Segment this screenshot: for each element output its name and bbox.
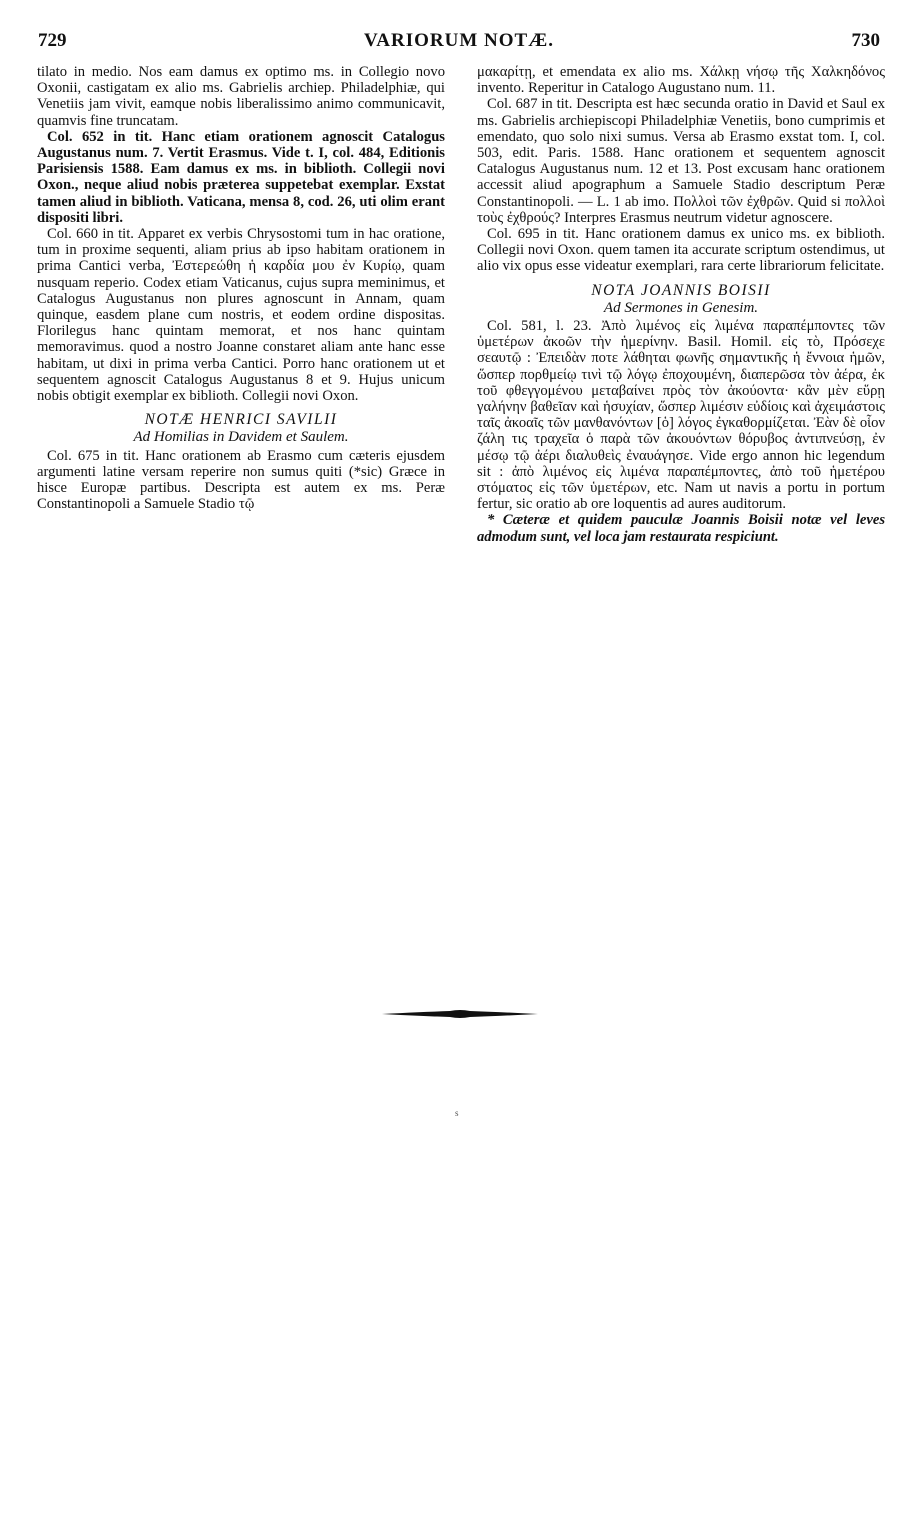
left-paragraph-1: tilato in medio. Nos eam damus ex optimo ms. in Collegio novo Oxonii, castigatam ex alio ms. Gabrielis archiep. Philadelphiæ, qui Venetiis jam vivit, eamque nobis liberalissimo animo communicavit, quamvis fine truncatam. bbox=[37, 64, 445, 129]
section-title-boisii: NOTA JOANNIS BOISII bbox=[591, 281, 771, 299]
right-paragraph-1: μακαρίτῃ, et emendata ex alio ms. Χάλκῃ νήσῳ τῆς Χαλκηδόνος invento. Reperitur in Catalogo Augustano num. 11. bbox=[477, 64, 885, 97]
right-paragraph-5: * Cæteræ et quidem pauculæ Joannis Boisii notæ vel leves admodum sunt, vel loca jam restaurata respiciunt. bbox=[477, 512, 885, 545]
right-column bbox=[477, 64, 885, 545]
page-header bbox=[38, 30, 880, 58]
footer-mark: s bbox=[455, 1108, 459, 1118]
right-paragraph-2: Col. 687 in tit. Descripta est hæc secunda oratio in David et Saul ex ms. Gabrielis archiepiscopi Philadelphiæ Venetiis, bono cumprimis et emendato, quo solo nixi sumus. Versa ab Erasmo exstat tom. I, col. 503, edit. Paris. 1588. Hanc orationem et sequentem agnoscit Catalogus Augustanus num. 12 et 13. Post excusam hanc orationem accessit aliud apographum a Samuele Stadio descriptum Peræ Constantinopoli. — L. 1 ab imo. Πολλοὶ τῶν ἐχθρῶν. Quid si πολλοὶ τοὺς ἐχθρούς? Interpres Erasmus neutrum videtur agnoscere. bbox=[477, 96, 885, 226]
left-paragraph-4: Col. 675 in tit. Hanc orationem ab Erasmo cum cæteris ejusdem argumenti latine versam reperire non sumus quiti (*sic) Græce in hisce Europæ partibus. Descripta est autem ex ms. Peræ Constantinopoli a Samuele Stadio τῷ bbox=[37, 447, 445, 513]
page-number-left: 729 bbox=[38, 30, 67, 51]
end-ornament bbox=[380, 1008, 540, 1020]
right-paragraph-4: Col. 581, l. 23. Ἀπὸ λιμένος εἰς λιμένα παραπέμποντες τῶν ὑμετέρων ἀκοῶν τὴν ἡμερίνην. Basil. Homil. εἰς τὸ, Πρόσεχε σεαυτῷ : Ἐπειδὰν ποτε λάθηται φωνῆς σημαντικῆς ἡ ἔννοια ἡμῶν, ὥσπερ πορθμείῳ τινὶ τῷ λόγῳ ἐποχουμένη, διαπερῶσα τὸν ἀέρα, ἐκ τοῦ φθεγγομένου μεταβαίνει πρὸς τὸν ἀκούοντα· κἂν μὲν εὕρῃ γαλήνην βαθεῖαν καὶ ἡσυχίαν, ὥσπερ λιμέσιν εὐδίοις καὶ ἀχειμάστοις ταῖς ἀκοαῖς τῶν μανθανόντων [ὁ] λόγος ἐγκαθορμίζεται. Ἐὰν δὲ οἷον ζάλη τις τραχεῖα ὁ παρὰ τῶν ἀκουόντων θόρυβος ἀντιπνεύσῃ, ἐν μέσῳ τῷ ἀέρι διαλυθεὶς ἐναυάγησε. Vide ergo annon hic legendum sit : ἀπὸ λιμένος εἰς λιμένα παραπέμποντες, ἀπὸ τοῦ ἡμετέρου στόματος εἰς τῶν ὑμετέρων, etc. Nam ut navis a portu in portum fertur, sic oratio ab ore loquentis ad aures auditorum. bbox=[477, 318, 885, 513]
left-column bbox=[37, 64, 445, 512]
page-number-right: 730 bbox=[851, 30, 880, 51]
section-title-savilii: NOTÆ HENRICI SAVILII bbox=[144, 411, 338, 429]
running-title: VARIORUM NOTÆ. bbox=[364, 30, 554, 51]
right-paragraph-3: Col. 695 in tit. Hanc orationem damus ex unico ms. ex biblioth. Collegii novi Oxon. quem tamen ita accurate scriptum ostendimus, ut alio vix opus esse videatur exemplari, rara certe librariorum felicitate. bbox=[477, 226, 885, 275]
section-subtitle-boisii: Ad Sermones in Genesim. bbox=[603, 299, 759, 316]
section-subtitle-savilii: Ad Homilias in Davidem et Saulem. bbox=[133, 429, 349, 446]
left-paragraph-3: Col. 660 in tit. Apparet ex verbis Chrysostomi tum in hac oratione, tum in proxime sequenti, aliam prius ab ipso habitam orationem in prima Cantici verba, Ἐστερεώθη ἡ καρδία μου ἐν Κυρίῳ, quam nusquam reperio. Codex etiam Vaticanus, cujus supra meminimus, et Catalogus Augustanus non plures agnoscunt in Annam, quam quinque, easdem plane cum nostris, et eodem ordine dispositas. Florilegus hanc quintam memorat, et nos hanc quintam memoravimus. quod a nostro Joanne constaret aliam ante hanc esse habitam, ut dixi in prima verba Cantici. Porro hanc orationem ut et sequentem agnoscit Catalogus Augustanus 8 et 9. Hujus unicum nobis obtigit exemplar ex biblioth. Collegii novi Oxon. bbox=[37, 226, 445, 405]
left-paragraph-2: Col. 652 in tit. Hanc etiam orationem agnoscit Catalogus Augustanus num. 7. Vertit Erasmus. Vide t. I, col. 484, Editionis Parisiensis 1588. Eam damus ex ms. in biblioth. Collegii novi Oxon., neque aliud nobis præterea suppetebat exemplar. Exstat tamen aliud in biblioth. Vaticana, mensa 8, cod. 26, uti olim erant dispositi libri. bbox=[37, 128, 445, 226]
